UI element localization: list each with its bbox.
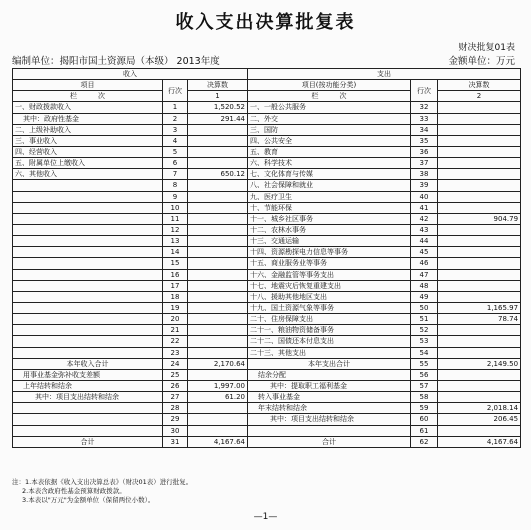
- expense-amount-cell: [438, 369, 521, 380]
- table-row: [13, 358, 521, 369]
- expense-amount-cell: [438, 169, 521, 180]
- income-rowno-cell: 4: [163, 135, 188, 146]
- income-item-cell: [13, 403, 163, 414]
- document-title: 收入支出决算批复表: [175, 12, 356, 33]
- expense-amount-cell: [438, 191, 521, 202]
- expense-rowno-cell: 54: [411, 347, 438, 358]
- expense-item-cell: 六、科学技术: [248, 158, 411, 169]
- income-header: 收入: [13, 69, 248, 80]
- expense-item-cell: 结余分配: [248, 369, 411, 380]
- income-amount-cell: [188, 202, 248, 213]
- expense-rowno-cell: 40: [411, 191, 438, 202]
- expense-item-cell: 二十、住房保障支出: [248, 314, 411, 325]
- item-by-function-header: 项目(按功能分类): [248, 80, 411, 91]
- income-item-cell: [13, 180, 163, 191]
- expense-rowno-cell: 35: [411, 135, 438, 146]
- expense-amount-cell: [438, 247, 521, 258]
- table-row: [13, 191, 521, 202]
- income-rowno-header: 行次: [163, 80, 188, 102]
- income-rowno-cell: 19: [163, 302, 188, 313]
- table-row: [13, 213, 521, 224]
- expense-item-cell: 二十二、国债还本付息支出: [248, 336, 411, 347]
- expense-rowno-cell: 36: [411, 146, 438, 157]
- expense-item-cell: 七、文化体育与传媒: [248, 169, 411, 180]
- expense-item-cell: 二、外交: [248, 113, 411, 124]
- income-rowno-cell: 29: [163, 414, 188, 425]
- table-row: [13, 158, 521, 169]
- income-item-cell: [13, 258, 163, 269]
- income-amount-cell: [188, 369, 248, 380]
- expense-amount-cell: [438, 258, 521, 269]
- income-amount-cell: 2,170.64: [188, 358, 248, 369]
- table-row: [13, 436, 521, 447]
- income-item-cell: [13, 224, 163, 235]
- income-amount-cell: [188, 325, 248, 336]
- lan-label: 栏: [70, 92, 77, 101]
- table-row: [13, 336, 521, 347]
- table-row: [13, 247, 521, 258]
- expense-rowno-cell: 39: [411, 180, 438, 191]
- income-rowno-cell: 25: [163, 369, 188, 380]
- expense-rowno-cell: 37: [411, 158, 438, 169]
- table-row: [13, 347, 521, 358]
- header-row-1: [13, 69, 521, 80]
- item-header: 项目: [13, 80, 163, 91]
- expense-item-cell: [248, 425, 411, 436]
- income-item-cell: [13, 269, 163, 280]
- expense-item-cell: 八、社会保障和就业: [248, 180, 411, 191]
- expense-rowno-header: 行次: [411, 80, 438, 102]
- table-row: [13, 380, 521, 391]
- expense-item-cell: 十四、资源勘探电力信息等事务: [248, 247, 411, 258]
- expense-amount-cell: [438, 158, 521, 169]
- expense-rowno-cell: 38: [411, 169, 438, 180]
- expense-amount-cell: 78.74: [438, 314, 521, 325]
- expense-amount-cell: [438, 380, 521, 391]
- income-amount-cell: [188, 224, 248, 235]
- income-item-cell: [13, 425, 163, 436]
- table-row: [13, 392, 521, 403]
- expense-item-cell: 其中：提取职工福利基金: [248, 380, 411, 391]
- income-item-cell: 其中：项目支出结转和结余: [13, 392, 163, 403]
- income-item-cell: 用事业基金弥补收支差额: [13, 369, 163, 380]
- table-row: [13, 414, 521, 425]
- income-item-cell: [13, 280, 163, 291]
- expense-rowno-cell: 55: [411, 358, 438, 369]
- footnote-1: 注：1.本表依据《收入支出决算总表》（财决01表）进行批复。: [12, 478, 193, 486]
- income-rowno-cell: 7: [163, 169, 188, 180]
- expense-item-cell: 九、医疗卫生: [248, 191, 411, 202]
- income-item-cell: [13, 314, 163, 325]
- expense-amount-cell: [438, 124, 521, 135]
- expense-amount-cell: 1,165.97: [438, 302, 521, 313]
- income-item-cell: 六、其他收入: [13, 169, 163, 180]
- income-rowno-cell: 22: [163, 336, 188, 347]
- approval-table: [12, 68, 521, 448]
- income-item-cell: 合计: [13, 436, 163, 447]
- table-row: [13, 236, 521, 247]
- income-amount-cell: [188, 247, 248, 258]
- table-row: [13, 202, 521, 213]
- income-rowno-cell: 2: [163, 113, 188, 124]
- expense-amount-cell: [438, 224, 521, 235]
- expense-rowno-cell: 56: [411, 369, 438, 380]
- table-row: [13, 403, 521, 414]
- expense-rowno-cell: 59: [411, 403, 438, 414]
- money-unit: 金额单位：万元: [448, 56, 515, 67]
- expense-item-cell: 五、教育: [248, 146, 411, 157]
- income-item-cell: [13, 202, 163, 213]
- expense-rowno-cell: 49: [411, 291, 438, 302]
- expense-item-cell: 十二、农林水事务: [248, 224, 411, 235]
- income-item-cell: [13, 247, 163, 258]
- income-item-cell: [13, 213, 163, 224]
- income-item-cell: [13, 336, 163, 347]
- income-rowno-cell: 8: [163, 180, 188, 191]
- expense-item-cell: 十五、商业服务业等事务: [248, 258, 411, 269]
- income-item-cell: [13, 414, 163, 425]
- income-amount-cell: [188, 314, 248, 325]
- footnotes: [12, 478, 192, 505]
- table-row: [13, 258, 521, 269]
- table-row: [13, 146, 521, 157]
- expense-rowno-cell: 47: [411, 269, 438, 280]
- expense-amount-cell: [438, 325, 521, 336]
- expense-item-cell: 二十一、粮油物资储备事务: [248, 325, 411, 336]
- income-amount-cell: [188, 291, 248, 302]
- income-rowno-cell: 5: [163, 146, 188, 157]
- expense-rowno-cell: 50: [411, 302, 438, 313]
- income-amount-cell: [188, 135, 248, 146]
- expense-rowno-cell: 44: [411, 236, 438, 247]
- income-amount-cell: [188, 425, 248, 436]
- expense-amount-cell: [438, 113, 521, 124]
- income-rowno-cell: 16: [163, 269, 188, 280]
- form-code: 财决批复01表: [458, 43, 515, 53]
- expense-item-cell: 十、节能环保: [248, 202, 411, 213]
- income-amount-cell: [188, 347, 248, 358]
- income-amount-cell: [188, 336, 248, 347]
- income-rowno-cell: 27: [163, 392, 188, 403]
- table-row: [13, 302, 521, 313]
- expense-rowno-cell: 57: [411, 380, 438, 391]
- table-row: [13, 180, 521, 191]
- income-item-cell: [13, 236, 163, 247]
- income-rowno-cell: 24: [163, 358, 188, 369]
- expense-rowno-cell: 48: [411, 280, 438, 291]
- expense-rowno-cell: 45: [411, 247, 438, 258]
- expense-item-cell: 二十三、其他支出: [248, 347, 411, 358]
- expense-amount-cell: [438, 102, 521, 113]
- expense-amount-cell: 2,018.14: [438, 403, 521, 414]
- income-amount-cell: [188, 191, 248, 202]
- income-item-cell: 二、上级补助收入: [13, 124, 163, 135]
- income-rowno-cell: 21: [163, 325, 188, 336]
- expense-item-cell: 十六、金融监管等事务支出: [248, 269, 411, 280]
- income-rowno-cell: 26: [163, 380, 188, 391]
- income-rowno-cell: 3: [163, 124, 188, 135]
- income-amount-cell: [188, 280, 248, 291]
- expense-item-cell: 本年支出合计: [248, 358, 411, 369]
- table-row: [13, 369, 521, 380]
- income-amount-cell: [188, 269, 248, 280]
- income-amount-cell: [188, 302, 248, 313]
- expense-item-cell: 其中：项目支出结转和结余: [248, 414, 411, 425]
- column-label-right: [248, 91, 411, 102]
- expense-item-cell: 合计: [248, 436, 411, 447]
- income-item-cell: [13, 191, 163, 202]
- table-row: [13, 113, 521, 124]
- expense-item-cell: 三、国防: [248, 124, 411, 135]
- expense-amount-cell: [438, 347, 521, 358]
- table-row: [13, 325, 521, 336]
- income-item-cell: 四、经营收入: [13, 146, 163, 157]
- expense-item-cell: 年末结转和结余: [248, 403, 411, 414]
- income-amount-cell: [188, 213, 248, 224]
- expense-amount-cell: [438, 236, 521, 247]
- header-row-2: [13, 80, 521, 91]
- expense-item-cell: 转入事业基金: [248, 392, 411, 403]
- income-rowno-cell: 10: [163, 202, 188, 213]
- expense-amount-cell: 4,167.64: [438, 436, 521, 447]
- income-amount-cell: 61.20: [188, 392, 248, 403]
- expense-header: 支出: [248, 69, 521, 80]
- income-rowno-cell: 11: [163, 213, 188, 224]
- income-amount-cell: [188, 236, 248, 247]
- ci-label: 次: [98, 92, 105, 101]
- income-rowno-cell: 9: [163, 191, 188, 202]
- income-item-cell: 其中：政府性基金: [13, 113, 163, 124]
- income-item-cell: [13, 291, 163, 302]
- income-rowno-cell: 20: [163, 314, 188, 325]
- income-amount-cell: [188, 124, 248, 135]
- income-rowno-cell: 12: [163, 224, 188, 235]
- expense-amount-cell: [438, 269, 521, 280]
- table-row: [13, 280, 521, 291]
- expense-item-cell: 十八、援助其他地区支出: [248, 291, 411, 302]
- expense-rowno-cell: 58: [411, 392, 438, 403]
- income-amount-cell: [188, 258, 248, 269]
- table-row: [13, 314, 521, 325]
- income-rowno-cell: 23: [163, 347, 188, 358]
- income-amount-cell: 1,520.52: [188, 102, 248, 113]
- expense-rowno-cell: 42: [411, 213, 438, 224]
- income-amount-cell: [188, 158, 248, 169]
- expense-rowno-cell: 53: [411, 336, 438, 347]
- expense-rowno-cell: 61: [411, 425, 438, 436]
- income-amount-cell: [188, 180, 248, 191]
- expense-rowno-cell: 41: [411, 202, 438, 213]
- income-rowno-cell: 30: [163, 425, 188, 436]
- table-row: [13, 291, 521, 302]
- income-rowno-cell: 17: [163, 280, 188, 291]
- income-item-cell: [13, 302, 163, 313]
- expense-amount-cell: 904.79: [438, 213, 521, 224]
- expense-rowno-cell: 52: [411, 325, 438, 336]
- income-rowno-cell: 14: [163, 247, 188, 258]
- expense-item-cell: 十九、国土资源气象等事务: [248, 302, 411, 313]
- preparing-unit: 编制单位：揭阳市国土资源局（本级） 2013年度: [12, 56, 220, 67]
- table-row: [13, 269, 521, 280]
- expense-amount-cell: 206.45: [438, 414, 521, 425]
- footnote-3: 3.本表以"万元"为金额单位（保留两位小数）。: [22, 496, 155, 504]
- expense-amount-cell: [438, 280, 521, 291]
- expense-rowno-cell: 60: [411, 414, 438, 425]
- income-rowno-cell: 15: [163, 258, 188, 269]
- header-row-3: [13, 91, 521, 102]
- expense-item-cell: 四、公共安全: [248, 135, 411, 146]
- expense-item-cell: 十一、城乡社区事务: [248, 213, 411, 224]
- expense-item-cell: 十三、交通运输: [248, 236, 411, 247]
- income-rowno-cell: 31: [163, 436, 188, 447]
- table-row: [13, 135, 521, 146]
- expense-amount-cell: 2,149.50: [438, 358, 521, 369]
- table-row: [13, 124, 521, 135]
- income-rowno-cell: 28: [163, 403, 188, 414]
- income-item-cell: 五、附属单位上缴收入: [13, 158, 163, 169]
- income-amount-cell: [188, 414, 248, 425]
- income-amount-cell: 1,997.00: [188, 380, 248, 391]
- footnote-2: 2.本表含政府性基金预算财政拨款。: [22, 487, 126, 495]
- income-amount-cell: 650.12: [188, 169, 248, 180]
- income-amount-cell: 291.44: [188, 113, 248, 124]
- income-amount-cell: 4,167.64: [188, 436, 248, 447]
- expense-amount-cell: [438, 180, 521, 191]
- table-row: [13, 169, 521, 180]
- income-item-cell: 三、事业收入: [13, 135, 163, 146]
- table-row: [13, 102, 521, 113]
- col-index-1: 1: [188, 91, 248, 102]
- income-item-cell: [13, 347, 163, 358]
- income-amount-cell: [188, 146, 248, 157]
- income-item-cell: [13, 325, 163, 336]
- income-rowno-cell: 1: [163, 102, 188, 113]
- expense-amount-cell: [438, 392, 521, 403]
- table-row: [13, 224, 521, 235]
- income-rowno-cell: 18: [163, 291, 188, 302]
- income-amount-header: 决算数: [188, 80, 248, 91]
- expense-amount-cell: [438, 336, 521, 347]
- expense-amount-header: 决算数: [438, 80, 521, 91]
- col-index-2: 2: [438, 91, 521, 102]
- expense-amount-cell: [438, 202, 521, 213]
- income-rowno-cell: 13: [163, 236, 188, 247]
- ci-label: 次: [339, 92, 347, 101]
- income-rowno-cell: 6: [163, 158, 188, 169]
- income-item-cell: 上年结转和结余: [13, 380, 163, 391]
- expense-amount-cell: [438, 146, 521, 157]
- expense-rowno-cell: 32: [411, 102, 438, 113]
- expense-rowno-cell: 51: [411, 314, 438, 325]
- expense-rowno-cell: 46: [411, 258, 438, 269]
- income-amount-cell: [188, 403, 248, 414]
- expense-item-cell: 十七、地震灾后恢复重建支出: [248, 280, 411, 291]
- expense-amount-cell: [438, 291, 521, 302]
- income-item-cell: 一、财政拨款收入: [13, 102, 163, 113]
- table-row: [13, 425, 521, 436]
- expense-rowno-cell: 34: [411, 124, 438, 135]
- expense-rowno-cell: 62: [411, 436, 438, 447]
- lan-label: 栏: [311, 92, 319, 101]
- column-label-left: [13, 91, 163, 102]
- expense-amount-cell: [438, 425, 521, 436]
- page-number: —1—: [253, 512, 278, 522]
- income-item-cell: 本年收入合计: [13, 358, 163, 369]
- expense-rowno-cell: 43: [411, 224, 438, 235]
- expense-rowno-cell: 33: [411, 113, 438, 124]
- expense-amount-cell: [438, 135, 521, 146]
- expense-item-cell: 一、一般公共服务: [248, 102, 411, 113]
